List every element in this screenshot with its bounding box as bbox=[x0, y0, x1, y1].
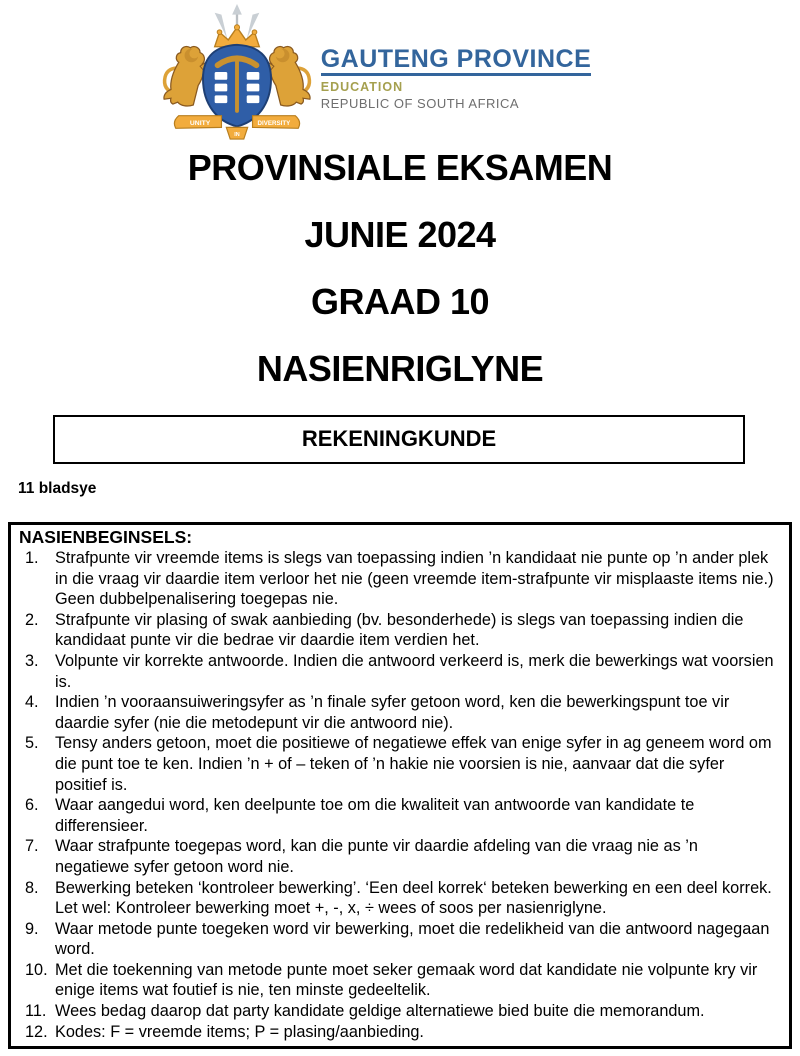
principle-number: 2. bbox=[25, 610, 39, 629]
principles-list bbox=[17, 548, 775, 1042]
principle-number: 5. bbox=[25, 734, 39, 753]
principle-item bbox=[17, 878, 775, 919]
principle-number: 4. bbox=[25, 693, 39, 712]
logo-department: EDUCATION bbox=[320, 80, 404, 95]
principles-heading: NASIENBEGINSELS: bbox=[19, 527, 193, 547]
principle-item bbox=[17, 733, 775, 795]
motto-unity: UNITY bbox=[189, 119, 211, 127]
principle-text: Kodes: F = vreemde items; P = plasing/aanbieding. bbox=[55, 1022, 424, 1041]
logo-wordmark bbox=[321, 46, 592, 111]
principle-item bbox=[17, 692, 775, 733]
principle-number: 6. bbox=[25, 796, 39, 815]
principle-number: 12. bbox=[25, 1022, 48, 1041]
exam-grade: GRAAD 10 bbox=[310, 281, 490, 322]
principle-item bbox=[17, 1022, 775, 1043]
principle-number: 11. bbox=[25, 1002, 47, 1021]
principle-text: Bewerking beteken ‘kontroleer bewerking’. ‘Een deel korrek‘ beteken bewerking en een deel korrek. Let wel: Kontroleer bewerking moet +, -, x, ÷ wees of soos per nasienriglyne. bbox=[55, 878, 772, 918]
principle-text: Strafpunte vir vreemde items is slegs van toepassing indien ’n kandidaat nie punte op ’n ander plek in die vraag vir daardie item verloor het nie (geen vreemde item-strafpunte vir misplaaste items nie.) Geen dubbelpenalisering toegepas nie. bbox=[55, 549, 774, 609]
principle-text: Met die toekenning van metode punte moet seker gemaak word dat kandidate nie volpunte kry vir enige items wat foutief is nie, ten minste gedeeltelik. bbox=[55, 960, 758, 1000]
principle-text: Volpunte vir korrekte antwoorde. Indien die antwoord verkeerd is, merk die bewerkings wat voorsien is. bbox=[55, 651, 774, 691]
principle-text: Waar metode punte toegeken word vir bewerking, moet die redelikheid van die antwoord nagegaan word. bbox=[55, 919, 770, 959]
principle-item bbox=[17, 960, 775, 1001]
principle-number: 1. bbox=[25, 549, 39, 567]
subject-label: REKENINGKUNDE bbox=[301, 426, 497, 451]
principle-text: Tensy anders getoon, moet die positiewe of negatiewe effek van enige syfer in ag geneem word om die punt toe te ken. Indien ’n + of – teken of ’n hakie nie voorsien is nie, aanvaar dat die syfer positief is. bbox=[55, 734, 772, 794]
principle-number: 8. bbox=[25, 878, 39, 897]
logo-country: REPUBLIC OF SOUTH AFRICA bbox=[320, 96, 520, 112]
principle-item bbox=[17, 1001, 775, 1022]
principle-item bbox=[17, 651, 775, 692]
motto-diversity: DIVERSITY bbox=[257, 119, 291, 127]
principle-item bbox=[17, 795, 775, 836]
principle-number: 3. bbox=[25, 651, 39, 670]
principle-item bbox=[17, 836, 775, 877]
shield-icon bbox=[203, 45, 271, 127]
motto-in: IN bbox=[234, 132, 240, 139]
principle-text: Strafpunte vir plasing of swak aanbieding (bv. besonderhede) is slegs van toepassing indien die kandidaat punte vir die bedrae vir daardie item verdien het. bbox=[55, 610, 744, 650]
principle-item bbox=[17, 919, 775, 960]
exam-title: PROVINSIALE EKSAMEN bbox=[187, 147, 613, 188]
logo-org-name: GAUTENG PROVINCE bbox=[321, 46, 592, 76]
principle-text: Wees bedag daarop dat party kandidate geldige alternatiewe bied buite die memorandum. bbox=[55, 1002, 705, 1021]
principle-number: 7. bbox=[25, 837, 39, 856]
principles-box bbox=[8, 522, 792, 1049]
principle-text: Waar strafpunte toegepas word, kan die punte vir daardie afdeling van die vraag nie as ’n negatiewe syfer getoon word nie. bbox=[55, 837, 698, 876]
crown-icon bbox=[214, 25, 259, 47]
exam-session: JUNIE 2024 bbox=[304, 214, 496, 255]
document-type: NASIENRIGLYNE bbox=[256, 348, 544, 389]
principle-text: Waar aangedui word, ken deelpunte toe om die kwaliteit van antwoorde van kandidate te differensieer. bbox=[55, 796, 695, 835]
principle-item bbox=[17, 610, 775, 651]
principle-text: Indien ’n vooraansuiweringsyfer as ’n finale syfer getoon word, ken die bewerkingspunt toe vir daardie syfer (nie die metodepunt vir die antwoord nie). bbox=[55, 693, 730, 732]
coat-of-arms-icon bbox=[157, 4, 317, 140]
gauteng-logo bbox=[0, 4, 774, 142]
principle-number: 9. bbox=[25, 919, 39, 938]
subject-box bbox=[53, 415, 745, 464]
page-count: 11 bladsye bbox=[18, 480, 97, 497]
principle-number: 10. bbox=[25, 960, 48, 979]
title-block bbox=[0, 148, 800, 389]
principle-item bbox=[17, 548, 775, 610]
